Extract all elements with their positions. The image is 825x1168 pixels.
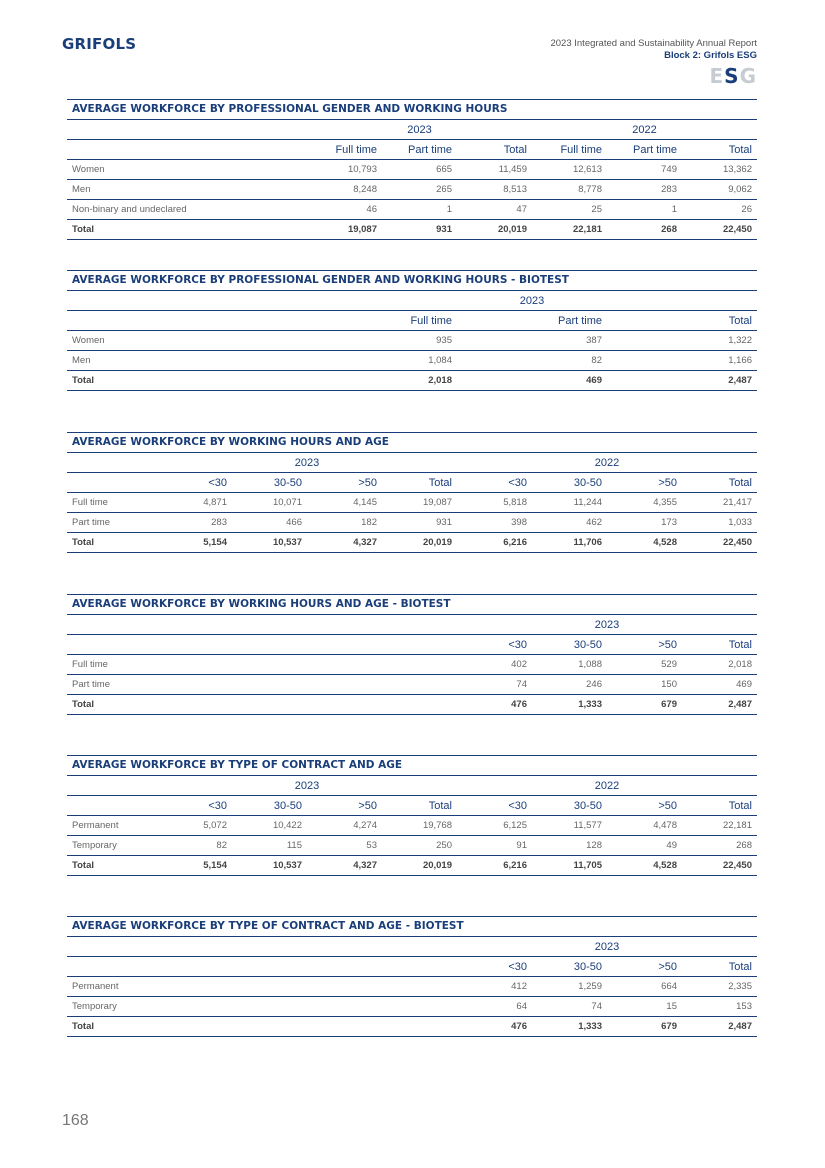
column-header: 30-50	[532, 957, 607, 977]
report-title: 2023 Integrated and Sustainability Annual Report	[550, 38, 757, 49]
empty-cell	[67, 453, 157, 473]
row-label: Women	[67, 160, 307, 180]
cell: 10,422	[232, 816, 307, 836]
cell: 6,125	[457, 816, 532, 836]
report-header	[550, 38, 757, 62]
empty-cell	[67, 311, 307, 331]
cell: 153	[682, 997, 757, 1017]
cell: 11,577	[532, 816, 607, 836]
row-label: Temporary	[67, 997, 457, 1017]
column-header: Total	[682, 796, 757, 816]
cell: 5,154	[157, 856, 232, 876]
column-header: <30	[457, 473, 532, 493]
year-header-row	[67, 120, 757, 140]
cell: 1,333	[532, 695, 607, 715]
column-header: Full time	[307, 140, 382, 160]
cell: 150	[607, 675, 682, 695]
column-header: <30	[457, 957, 532, 977]
empty-cell	[67, 120, 307, 140]
cell: 19,087	[382, 493, 457, 513]
column-header-row	[67, 957, 757, 977]
year-2023: 2023	[457, 937, 757, 957]
cell: 74	[457, 675, 532, 695]
column-header: >50	[607, 635, 682, 655]
cell: 265	[382, 180, 457, 200]
table-title: AVERAGE WORKFORCE BY PROFESSIONAL GENDER AND WORKING HOURS - BIOTEST	[67, 270, 757, 291]
column-header: Part time	[457, 311, 607, 331]
cell: 246	[532, 675, 607, 695]
cell: 469	[457, 371, 607, 391]
column-header: 30-50	[232, 796, 307, 816]
total-row	[67, 533, 757, 553]
esg-g: G	[739, 64, 757, 88]
cell: 398	[457, 513, 532, 533]
cell: 19,768	[382, 816, 457, 836]
year-header-row	[67, 291, 757, 311]
column-header: Total	[682, 473, 757, 493]
cell: 22,181	[532, 220, 607, 240]
column-header: <30	[157, 796, 232, 816]
table-row	[67, 655, 757, 675]
row-label: Total	[67, 371, 307, 391]
row-label: Total	[67, 856, 157, 876]
year-2023: 2023	[307, 120, 532, 140]
cell: 1	[382, 200, 457, 220]
cell: 402	[457, 655, 532, 675]
table-contract-age	[67, 755, 757, 876]
column-header: 30-50	[232, 473, 307, 493]
table-title: AVERAGE WORKFORCE BY PROFESSIONAL GENDER AND WORKING HOURS	[67, 99, 757, 120]
cell: 82	[457, 351, 607, 371]
table-row	[67, 160, 757, 180]
empty-cell	[67, 776, 157, 796]
cell: 476	[457, 1017, 532, 1037]
year-2023: 2023	[307, 291, 757, 311]
year-header-row	[67, 937, 757, 957]
cell: 2,487	[682, 695, 757, 715]
cell: 53	[307, 836, 382, 856]
cell: 64	[457, 997, 532, 1017]
row-label: Men	[67, 351, 307, 371]
empty-cell	[67, 473, 157, 493]
cell: 4,528	[607, 856, 682, 876]
cell: 20,019	[382, 533, 457, 553]
row-label: Total	[67, 533, 157, 553]
table-title: AVERAGE WORKFORCE BY WORKING HOURS AND AGE - BIOTEST	[67, 594, 757, 615]
column-header: Total	[682, 140, 757, 160]
cell: 128	[532, 836, 607, 856]
cell: 22,450	[682, 533, 757, 553]
total-row	[67, 856, 757, 876]
cell: 529	[607, 655, 682, 675]
cell: 412	[457, 977, 532, 997]
row-label: Total	[67, 1017, 457, 1037]
cell: 268	[607, 220, 682, 240]
row-label: Total	[67, 220, 307, 240]
cell: 2,487	[607, 371, 757, 391]
data-table	[67, 453, 757, 553]
column-header: Part time	[607, 140, 682, 160]
row-label: Part time	[67, 675, 457, 695]
year-2023: 2023	[157, 776, 457, 796]
cell: 49	[607, 836, 682, 856]
cell: 679	[607, 695, 682, 715]
table-row	[67, 675, 757, 695]
cell: 4,871	[157, 493, 232, 513]
column-header-row	[67, 796, 757, 816]
cell: 283	[607, 180, 682, 200]
table-row	[67, 513, 757, 533]
table-row	[67, 180, 757, 200]
cell: 20,019	[382, 856, 457, 876]
year-2022: 2022	[457, 453, 757, 473]
esg-s: S	[724, 64, 740, 88]
column-header: >50	[607, 957, 682, 977]
cell: 11,244	[532, 493, 607, 513]
year-2022: 2022	[532, 120, 757, 140]
table-row	[67, 351, 757, 371]
column-header: 30-50	[532, 796, 607, 816]
cell: 283	[157, 513, 232, 533]
cell: 11,706	[532, 533, 607, 553]
column-header: Total	[682, 635, 757, 655]
table-gender-working-hours	[67, 99, 757, 240]
empty-cell	[67, 635, 457, 655]
cell: 8,248	[307, 180, 382, 200]
cell: 46	[307, 200, 382, 220]
cell: 664	[607, 977, 682, 997]
column-header: Total	[382, 473, 457, 493]
cell: 5,154	[157, 533, 232, 553]
cell: 4,528	[607, 533, 682, 553]
column-header: <30	[157, 473, 232, 493]
cell: 2,018	[307, 371, 457, 391]
cell: 82	[157, 836, 232, 856]
cell: 679	[607, 1017, 682, 1037]
year-2022: 2022	[457, 776, 757, 796]
cell: 466	[232, 513, 307, 533]
data-table	[67, 615, 757, 715]
cell: 4,274	[307, 816, 382, 836]
cell: 10,537	[232, 856, 307, 876]
cell: 476	[457, 695, 532, 715]
cell: 20,019	[457, 220, 532, 240]
data-table	[67, 937, 757, 1037]
row-label: Women	[67, 331, 307, 351]
column-header: Total	[382, 796, 457, 816]
column-header-row	[67, 311, 757, 331]
column-header: >50	[607, 473, 682, 493]
cell: 25	[532, 200, 607, 220]
cell: 749	[607, 160, 682, 180]
cell: 4,478	[607, 816, 682, 836]
column-header: <30	[457, 635, 532, 655]
empty-cell	[67, 957, 457, 977]
table-row	[67, 200, 757, 220]
row-label: Total	[67, 695, 457, 715]
cell: 931	[382, 513, 457, 533]
cell: 47	[457, 200, 532, 220]
data-table	[67, 291, 757, 391]
cell: 2,018	[682, 655, 757, 675]
column-header-row	[67, 140, 757, 160]
cell: 74	[532, 997, 607, 1017]
column-header: Total	[682, 957, 757, 977]
table-title: AVERAGE WORKFORCE BY WORKING HOURS AND AGE	[67, 432, 757, 453]
cell: 91	[457, 836, 532, 856]
cell: 10,793	[307, 160, 382, 180]
row-label: Non-binary and undeclared	[67, 200, 307, 220]
column-header: >50	[307, 796, 382, 816]
cell: 19,087	[307, 220, 382, 240]
cell: 182	[307, 513, 382, 533]
cell: 462	[532, 513, 607, 533]
table-working-hours-age-biotest	[67, 594, 757, 715]
cell: 665	[382, 160, 457, 180]
column-header: Full time	[532, 140, 607, 160]
esg-mark	[710, 64, 758, 88]
table-working-hours-age	[67, 432, 757, 553]
table-row	[67, 816, 757, 836]
row-label: Part time	[67, 513, 157, 533]
year-header-row	[67, 776, 757, 796]
total-row	[67, 220, 757, 240]
column-header: >50	[307, 473, 382, 493]
cell: 115	[232, 836, 307, 856]
cell: 931	[382, 220, 457, 240]
empty-cell	[67, 291, 307, 311]
cell: 26	[682, 200, 757, 220]
cell: 250	[382, 836, 457, 856]
table-gender-working-hours-biotest	[67, 270, 757, 391]
year-header-row	[67, 615, 757, 635]
grifols-logo: GRIFOLS	[62, 35, 137, 53]
cell: 2,487	[682, 1017, 757, 1037]
column-header: >50	[607, 796, 682, 816]
empty-cell	[67, 937, 457, 957]
cell: 4,327	[307, 856, 382, 876]
cell: 10,537	[232, 533, 307, 553]
table-row	[67, 493, 757, 513]
cell: 1	[607, 200, 682, 220]
row-label: Full time	[67, 655, 457, 675]
row-label: Permanent	[67, 816, 157, 836]
column-header: <30	[457, 796, 532, 816]
column-header: Total	[607, 311, 757, 331]
table-title: AVERAGE WORKFORCE BY TYPE OF CONTRACT AND AGE - BIOTEST	[67, 916, 757, 937]
cell: 11,459	[457, 160, 532, 180]
cell: 2,335	[682, 977, 757, 997]
cell: 8,513	[457, 180, 532, 200]
cell: 21,417	[682, 493, 757, 513]
column-header-row	[67, 473, 757, 493]
cell: 1,088	[532, 655, 607, 675]
cell: 6,216	[457, 856, 532, 876]
cell: 8,778	[532, 180, 607, 200]
year-2023: 2023	[457, 615, 757, 635]
cell: 5,072	[157, 816, 232, 836]
cell: 387	[457, 331, 607, 351]
table-row	[67, 997, 757, 1017]
cell: 1,259	[532, 977, 607, 997]
empty-cell	[67, 140, 307, 160]
empty-cell	[67, 796, 157, 816]
column-header: Full time	[307, 311, 457, 331]
block-title: Block 2: Grifols ESG	[664, 50, 757, 61]
data-table	[67, 120, 757, 240]
cell: 13,362	[682, 160, 757, 180]
cell: 469	[682, 675, 757, 695]
total-row	[67, 371, 757, 391]
table-contract-age-biotest	[67, 916, 757, 1037]
cell: 11,705	[532, 856, 607, 876]
cell: 22,450	[682, 220, 757, 240]
row-label: Permanent	[67, 977, 457, 997]
total-row	[67, 695, 757, 715]
cell: 173	[607, 513, 682, 533]
year-header-row	[67, 453, 757, 473]
column-header: Part time	[382, 140, 457, 160]
table-row	[67, 331, 757, 351]
data-table	[67, 776, 757, 876]
column-header: 30-50	[532, 635, 607, 655]
table-row	[67, 836, 757, 856]
total-row	[67, 1017, 757, 1037]
cell: 4,145	[307, 493, 382, 513]
column-header: Total	[457, 140, 532, 160]
empty-cell	[67, 615, 457, 635]
cell: 1,166	[607, 351, 757, 371]
cell: 4,327	[307, 533, 382, 553]
cell: 10,071	[232, 493, 307, 513]
cell: 1,084	[307, 351, 457, 371]
cell: 22,181	[682, 816, 757, 836]
cell: 9,062	[682, 180, 757, 200]
cell: 1,322	[607, 331, 757, 351]
cell: 15	[607, 997, 682, 1017]
esg-e: E	[709, 64, 725, 88]
table-title: AVERAGE WORKFORCE BY TYPE OF CONTRACT AND AGE	[67, 755, 757, 776]
cell: 5,818	[457, 493, 532, 513]
cell: 268	[682, 836, 757, 856]
column-header: 30-50	[532, 473, 607, 493]
page-number: 168	[62, 1112, 89, 1129]
year-2023: 2023	[157, 453, 457, 473]
table-row	[67, 977, 757, 997]
cell: 4,355	[607, 493, 682, 513]
cell: 935	[307, 331, 457, 351]
cell: 1,333	[532, 1017, 607, 1037]
cell: 6,216	[457, 533, 532, 553]
cell: 22,450	[682, 856, 757, 876]
row-label: Temporary	[67, 836, 157, 856]
row-label: Men	[67, 180, 307, 200]
column-header-row	[67, 635, 757, 655]
cell: 12,613	[532, 160, 607, 180]
row-label: Full time	[67, 493, 157, 513]
cell: 1,033	[682, 513, 757, 533]
